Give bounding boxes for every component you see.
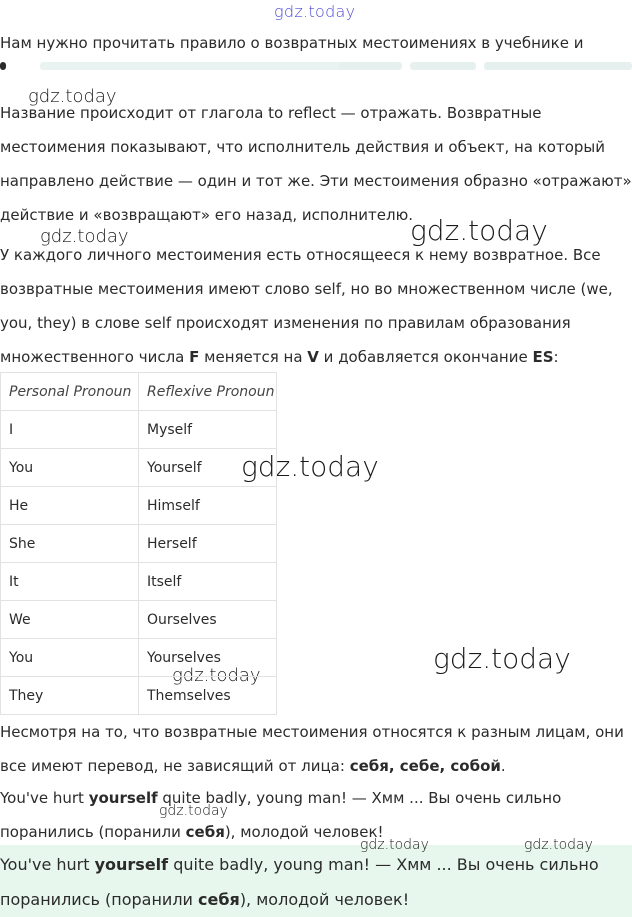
paragraph-self-line-2: возвратные местоимения имеют слово self, но во множественном числе (we, [0, 280, 613, 298]
paragraph-reflect-line-2: местоимения показывают, что исполнитель действия и объект, на который [0, 138, 606, 156]
paragraph-translation-line-2 [0, 749, 632, 783]
reflexive-pronoun-cell: Himself [139, 487, 277, 525]
reflexive-pronoun-cell: Themselves [139, 677, 277, 715]
table-header-row [1, 373, 277, 411]
text: поранились (поранили [0, 823, 186, 841]
answer-reflexive: yourself [94, 855, 169, 874]
watermark: gdz.today [524, 837, 593, 853]
example-reflexive: yourself [88, 789, 158, 807]
paragraph-self-line-3: you, they) в слове self происходят изменения по правилам образования [0, 314, 571, 332]
text: You've hurt [0, 789, 89, 807]
text: ), молодой человек! [224, 823, 384, 841]
answer-translation-word: себя [198, 890, 240, 909]
watermark: gdz.today [360, 837, 429, 853]
table-row [1, 411, 277, 449]
personal-pronoun-cell: You [1, 639, 139, 677]
table-row [1, 639, 277, 677]
text: quite badly, young man! — Хмм ... Вы очень сильно [168, 855, 599, 874]
example-translation-word: себя [185, 823, 225, 841]
personal-pronoun-cell: It [1, 563, 139, 601]
text: . [500, 757, 506, 775]
personal-pronoun-cell: You [1, 449, 139, 487]
personal-pronoun-cell: He [1, 487, 139, 525]
table-row [1, 563, 277, 601]
letter-v: V [307, 348, 319, 366]
text: You've hurt [0, 855, 95, 874]
paragraph-self-line-1: У каждого личного местоимения есть относящееся к нему возвратное. Все [0, 246, 601, 264]
watermark: gdz.today [40, 226, 129, 247]
translation-words: себя, себе, собой [349, 757, 501, 775]
text: все имеют перевод, не зависящий от лица: [0, 757, 350, 775]
pronoun-table [0, 372, 277, 715]
reflexive-pronoun-cell: Yourself [139, 449, 277, 487]
reflexive-pronoun-cell: Ourselves [139, 601, 277, 639]
reflexive-pronoun-cell: Myself [139, 411, 277, 449]
cropped-line [0, 62, 632, 76]
example-line-1 [0, 781, 632, 815]
column-header-reflexive: Reflexive Pronoun [139, 373, 277, 411]
column-header-personal: Personal Pronoun [1, 373, 139, 411]
watermark: gdz.today [410, 214, 548, 247]
paragraph-reflect-line-3: направлено действие — один и тот же. Эти местоимения образно «отражают» [0, 172, 632, 190]
answer-line-1 [0, 848, 632, 882]
intro-text: Нам нужно прочитать правило о возвратных местоимениях в учебнике и [0, 34, 584, 52]
table-row [1, 677, 277, 715]
answer-line-2 [0, 883, 632, 917]
watermark: gdz.today [172, 665, 261, 686]
table-row [1, 525, 277, 563]
watermark: gdz.today [241, 450, 379, 483]
text: quite badly, young man! — Хмм ... Вы очень сильно [157, 789, 562, 807]
watermark-top: gdz.today [274, 2, 356, 21]
paragraph-translation-line-1: Несмотря на то, что возвратные местоимения относятся к разным лицам, они [0, 723, 624, 741]
table-row [1, 601, 277, 639]
personal-pronoun-cell: We [1, 601, 139, 639]
personal-pronoun-cell: They [1, 677, 139, 715]
watermark: gdz.today [28, 86, 117, 107]
text: ), молодой человек! [239, 890, 410, 909]
watermark: gdz.today [159, 803, 228, 819]
letter-f: F [189, 348, 200, 366]
table-row [1, 487, 277, 525]
text: поранились (поранили [0, 890, 199, 909]
personal-pronoun-cell: I [1, 411, 139, 449]
table-row [1, 449, 277, 487]
reflexive-pronoun-cell: Herself [139, 525, 277, 563]
personal-pronoun-cell: She [1, 525, 139, 563]
paragraph-reflect-line-4: действие и «возвращают» его назад, исполнителю. [0, 206, 413, 224]
paragraph-self-line-4 [0, 340, 632, 374]
text: : [553, 348, 559, 366]
text: множественного числа [0, 348, 190, 366]
ending-es: ES [532, 348, 554, 366]
reflexive-pronoun-cell: Itself [139, 563, 277, 601]
text: и добавляется окончание [318, 348, 533, 366]
paragraph-reflect-line-1: Название происходит от глагола to reflect — отражать. Возвратные [0, 104, 542, 122]
reflexive-pronoun-cell: Yourselves [139, 639, 277, 677]
watermark: gdz.today [433, 642, 571, 675]
text: меняется на [199, 348, 308, 366]
